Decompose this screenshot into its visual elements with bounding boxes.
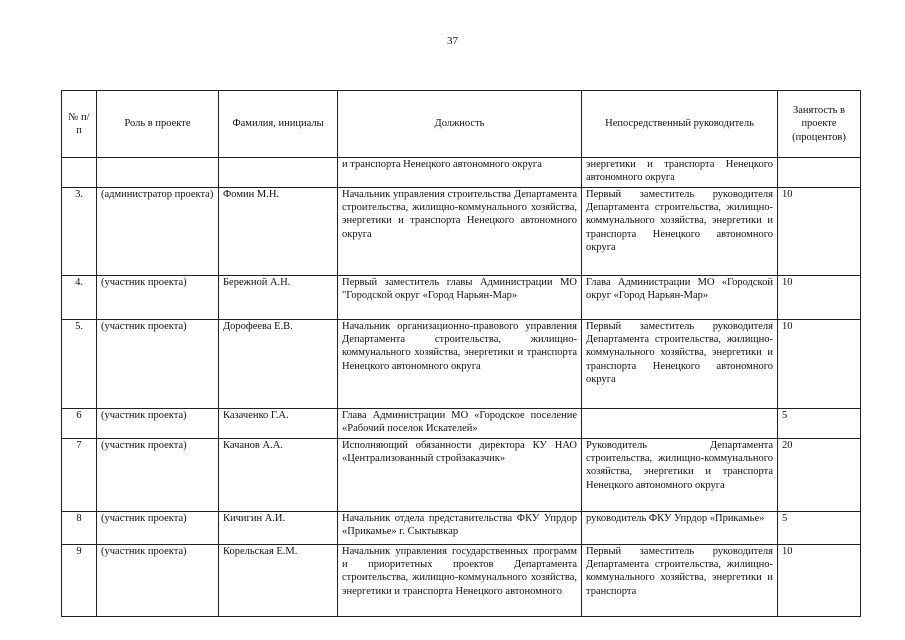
- table-row: [62, 439, 861, 512]
- row-name: Корельская Е.М.: [219, 545, 338, 617]
- row-manager: Первый заместитель руководителя Департамента строительства, жилищно-коммунального хозяйства, энергетики и транспорта Ненецкого автономного округа: [582, 188, 778, 276]
- row-position: Исполняющий обязанности директора КУ НАО «Централизованный стройзаказчик»: [338, 439, 582, 512]
- row-number: 4.: [62, 276, 97, 320]
- row-manager: Первый заместитель руководителя Департамента строительства, жилищно-коммунального хозяйства, энергетики и транспорта: [582, 545, 778, 617]
- row-position: Начальник организационно-правового управления Департамента строительства, жилищно-коммунального хозяйства, энергетики и транспорта Ненецкого автономного округа: [338, 320, 582, 409]
- table-row: [62, 545, 861, 617]
- header-position: Должность: [338, 91, 582, 158]
- header-manager: Непосредственный руководитель: [582, 91, 778, 158]
- project-team-table: [61, 90, 861, 617]
- row-position: Начальник отдела представительства ФКУ Упрдор «Прикамье» г. Сыктывкар: [338, 512, 582, 545]
- table-row: [62, 512, 861, 545]
- table-row: [62, 276, 861, 320]
- row-role: (администратор проекта): [97, 188, 219, 276]
- row-number: 9: [62, 545, 97, 617]
- table-row: [62, 409, 861, 439]
- header-name: Фамилия, инициалы: [219, 91, 338, 158]
- row-share: 10: [778, 276, 861, 320]
- row-name: Дорофеева Е.В.: [219, 320, 338, 409]
- row-position: Начальник управления государственных программ и приоритетных проектов Департамента строительства, жилищно-коммунального хозяйства, энергетики и транспорта Ненецкого автономного: [338, 545, 582, 617]
- row-share: [778, 158, 861, 188]
- row-name: [219, 158, 338, 188]
- row-role: (участник проекта): [97, 276, 219, 320]
- row-share: 10: [778, 545, 861, 617]
- table-header-row: [62, 91, 861, 158]
- row-share: 10: [778, 320, 861, 409]
- row-name: Качанов А.А.: [219, 439, 338, 512]
- table-row: [62, 320, 861, 409]
- row-manager: руководитель ФКУ Упрдор «Прикамье»: [582, 512, 778, 545]
- table-row: [62, 188, 861, 276]
- row-manager: [582, 409, 778, 439]
- row-role: (участник проекта): [97, 409, 219, 439]
- row-manager: Глава Администрации МО «Городской округ «Город Нарьян-Мар»: [582, 276, 778, 320]
- header-role: Роль в проекте: [97, 91, 219, 158]
- row-share: 20: [778, 439, 861, 512]
- row-name: Кичигин А.И.: [219, 512, 338, 545]
- table-row: [62, 158, 861, 188]
- row-number: [62, 158, 97, 188]
- page-number: 37: [447, 35, 458, 47]
- row-number: 6: [62, 409, 97, 439]
- row-role: (участник проекта): [97, 512, 219, 545]
- row-name: Казаченко Г.А.: [219, 409, 338, 439]
- row-name: Бережной А.Н.: [219, 276, 338, 320]
- row-share: 10: [778, 188, 861, 276]
- row-number: 3.: [62, 188, 97, 276]
- row-manager: Первый заместитель руководителя Департамента строительства, жилищно-коммунального хозяйства, энергетики и транспорта Ненецкого автономного округа: [582, 320, 778, 409]
- row-role: (участник проекта): [97, 439, 219, 512]
- row-number: 5.: [62, 320, 97, 409]
- row-role: (участник проекта): [97, 320, 219, 409]
- row-share: 5: [778, 512, 861, 545]
- header-number: № п/п: [62, 91, 97, 158]
- row-position: Глава Администрации МО «Городское поселение «Рабочий поселок Искателей»: [338, 409, 582, 439]
- row-position: Начальник управления строительства Департамента строительства, жилищно-коммунального хозяйства, энергетики и транспорта Ненецкого автономного округа: [338, 188, 582, 276]
- row-position: и транспорта Ненецкого автономного округа: [338, 158, 582, 188]
- row-number: 7: [62, 439, 97, 512]
- row-position: Первый заместитель главы Администрации МО "Городской округ «Город Нарьян-Мар»: [338, 276, 582, 320]
- row-role: (участник проекта): [97, 545, 219, 617]
- row-name: Фомин М.Н.: [219, 188, 338, 276]
- header-share: Занятость в проекте (процентов): [778, 91, 861, 158]
- row-manager: Руководитель Департамента строительства, жилищно-коммунального хозяйства, энергетики и транспорта Ненецкого автономного округа: [582, 439, 778, 512]
- row-share: 5: [778, 409, 861, 439]
- row-manager: энергетики и транспорта Ненецкого автономного округа: [582, 158, 778, 188]
- row-role: [97, 158, 219, 188]
- row-number: 8: [62, 512, 97, 545]
